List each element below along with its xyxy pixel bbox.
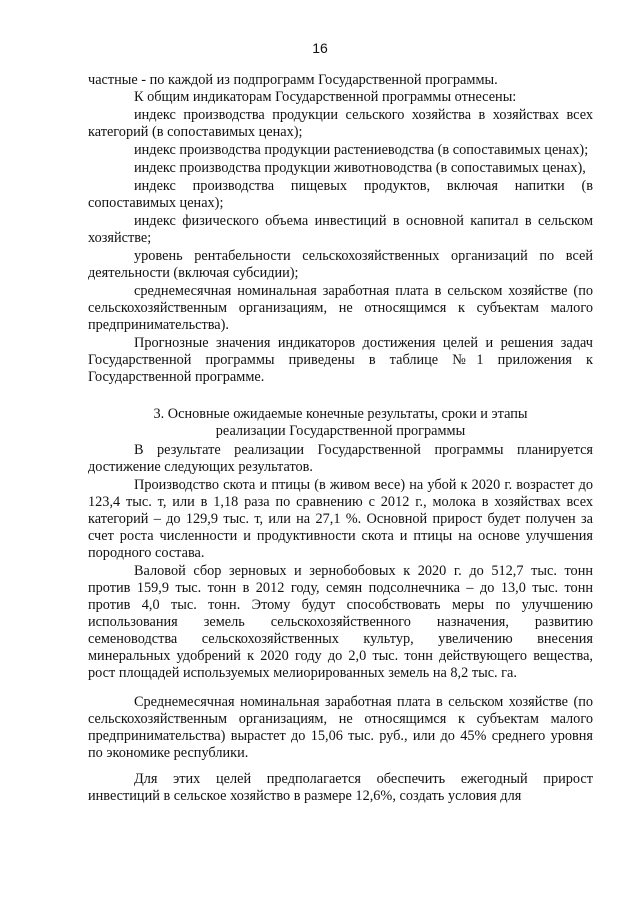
paragraph: Среднемесячная номинальная заработная плата в сельском хозяйстве (по сельскохозяйственным организациям, не относящимся к субъектам малого предпринимательства) вырастет до 15,06 тыс. руб., или до 45% среднего уровня по экономике республики. <box>88 694 593 761</box>
paragraph: К общим индикаторам Государственной программы отнесены: <box>134 89 517 105</box>
indicator-item: индекс физического объема инвестиций в основной капитал в сельском хозяйстве; <box>88 213 593 246</box>
indicator-item: индекс производства продукции животноводства (в сопоставимых ценах), <box>134 160 586 176</box>
indicator-item: уровень рентабельности сельскохозяйственных организаций по всей деятельности (включая субсидии); <box>88 248 593 281</box>
paragraph: Валовой сбор зерновых и зернобобовых к 2020 г. до 512,7 тыс. тонн против 159,9 тыс. тонн в 2012 году, семян подсолнечника – до 13,0 тыс. тонн против 4,0 тыс. тонн. Этому будут способствовать меры по улучшению использования земель сельскохозяйственного назначения, развитию семеноводства сельскохозяйственных культур, увеличению внесения минеральных удобрений к 2020 году до 2,0 тыс. тонн действующего вещества, рост площадей используемых мелиорированных земель на 8,2 тыс. га. <box>88 563 593 681</box>
indicator-item: индекс производства продукции растениеводства (в сопоставимых ценах); <box>134 142 589 158</box>
paragraph: Прогнозные значения индикаторов достижения целей и решения задач Государственной программы приведены в таблице №1 приложения к Государственной программе. <box>88 335 593 385</box>
indicator-item: среднемесячная номинальная заработная плата в сельском хозяйстве (по сельскохозяйственным организациям, не относящимся к субъектам малого предпринимательства). <box>88 283 593 333</box>
paragraph: частные - по каждой из подпрограмм Государственной программы. <box>88 72 498 88</box>
section-heading <box>88 406 593 440</box>
indicator-item: индекс производства продукции сельского хозяйства в хозяйствах всех категорий (в сопоставимых ценах); <box>88 107 593 140</box>
section-heading-line-1: 3. Основные ожидаемые конечные результаты, сроки и этапы <box>153 406 528 422</box>
indicator-item: индекс производства пищевых продуктов, включая напитки (в сопоставимых ценах); <box>88 178 593 211</box>
document-body <box>88 72 593 805</box>
paragraph: В результате реализации Государственной программы планируется достижение следующих результатов. <box>88 442 593 475</box>
page-number: 16 <box>312 40 328 56</box>
paragraph: Для этих целей предполагается обеспечить ежегодный прирост инвестиций в сельское хозяйство в размере 12,6%, создать условия для <box>88 771 593 804</box>
paragraph: Производство скота и птицы (в живом весе) на убой к 2020 г. возрастет до 123,4 тыс. т, или в 1,18 раза по сравнению с 2012 г., молока в хозяйствах всех категорий – до 129,9 тыс. т, или на 27,1 %. Основной прирост будет получен за счет роста численности и продуктивности скота и птицы на основе улучшения породного состава. <box>88 477 593 561</box>
section-heading-line-2: реализации Государственной программы <box>215 423 466 439</box>
